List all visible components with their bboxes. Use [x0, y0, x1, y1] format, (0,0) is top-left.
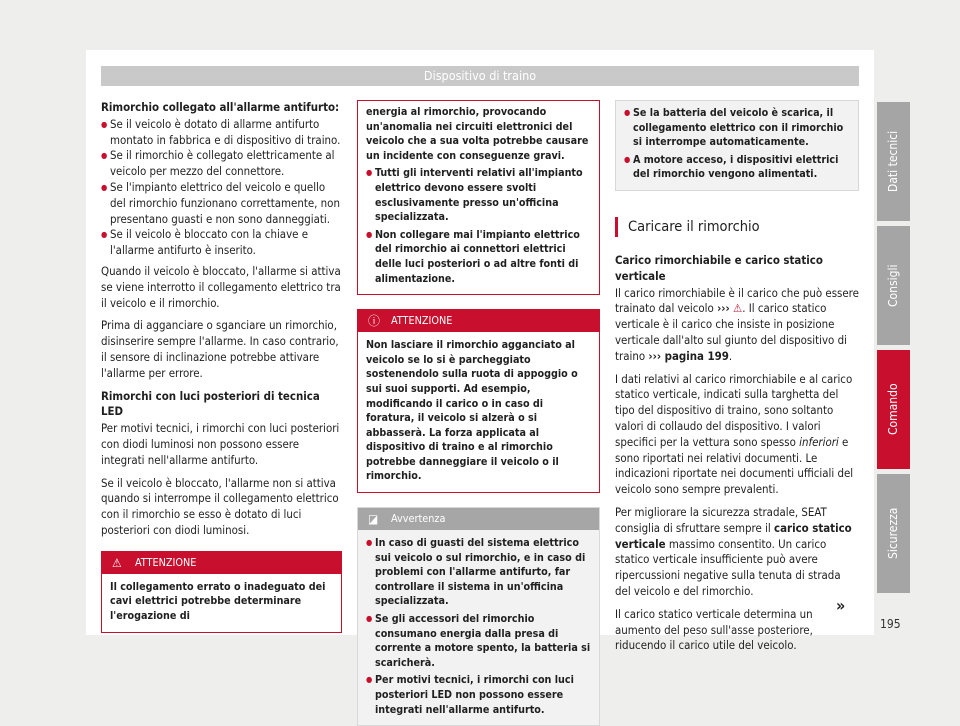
text-run: massimo consentito. Un carico statico verticale insufficiente può avere ripercussioni negative sulla tenuta di strada del veicolo e del rimorchio.	[615, 536, 841, 598]
text-run: Il carico rimorchiabile è il carico che può essere trainato dal veicolo	[615, 285, 859, 316]
warning-triangle-icon: ⚠	[112, 555, 122, 570]
warning-text: energia al rimorchio, provocando un'anomalia nei circuiti elettronici del veicolo che a sua volta potrebbe causare un incidente con conseguenze gravi.	[366, 105, 589, 162]
paragraph: Il carico statico verticale determina un aumento del peso sull'asse posteriore, riducendo il carico utile del veicolo.	[615, 606, 813, 653]
paragraph	[615, 286, 859, 365]
page-number: 195	[880, 617, 901, 631]
heading-antifurto: Rimorchio collegato all'allarme antifurto:	[101, 100, 340, 114]
warning-title: ATTENZIONE	[135, 555, 197, 569]
paragraph	[615, 505, 859, 600]
text-run-italic: inferiori	[799, 434, 839, 449]
list-item: ● In caso di guasti del sistema elettrico sui veicolo o sul rimorchio, e in caso di problemi con l'allarme antifurto, far controllare il sistema in un'officina specializzata.	[366, 536, 591, 609]
text-run: I dati relativi al carico rimorchiabile e al carico statico verticale, indicati sulla targhetta del tipo del dispositivo di traino, sono soltanto valori di collaudo del dispositivo. I valori specifici per la vettura sono spesso	[615, 371, 853, 449]
info-circle-icon: ⓘ	[368, 314, 381, 329]
column-middle	[357, 100, 600, 726]
text-run: Per migliorare la sicurezza stradale, SEAT consiglia di sfruttare sempre il	[615, 504, 827, 535]
page-header: Dispositivo di traino	[101, 66, 859, 86]
paragraph: Se il veicolo è bloccato, l'allarme non si attiva quando si interrompe il collegamento elettrico con il rimorchio se esso è dotato di luci posteriori con diodi luminosi.	[101, 475, 339, 537]
column-right	[615, 100, 859, 661]
list-item: ● Tutti gli interventi relativi all'impianto elettrico devono essere svolti esclusivamente presso un'officina specializzata.	[366, 166, 591, 224]
warning-triangle-icon: ⚠	[733, 301, 743, 316]
list-item: ● Se il rimorchio è collegato elettricamente al veicolo per mezzo del connettore.	[101, 148, 342, 180]
list-item: ● Non collegare mai l'impianto elettrico del rimorchio ai connettori elettrici delle luci posteriori o ad altre fonti di alimentazione.	[366, 228, 591, 286]
list-item: ● Se l'impianto elettrico del veicolo e quello del rimorchio funzionano correttamente, non presentano guasti e non sono danneggiati.	[101, 180, 342, 227]
side-tabs	[877, 102, 910, 598]
tab-consigli[interactable]: Consigli	[877, 226, 910, 345]
warning-content	[358, 101, 599, 294]
list-item: ● Per motivi tecnici, i rimorchi con luci posteriori LED non possono essere integrati nell'allarme antifurto.	[366, 673, 591, 717]
note-content	[616, 101, 858, 190]
heading-led: Rimorchi con luci posteriori di tecnica LED	[101, 388, 320, 419]
note-title-bar	[358, 508, 599, 530]
list-item: ● Se il veicolo è dotato di allarme antifurto montato in fabbrica e di dispositivo di traino.	[101, 117, 342, 149]
text-run: . Il carico statico verticale è il carico che insiste in posizione verticale dall'alto sul giunto del dispositivo di traino	[615, 301, 847, 363]
text-run-bold: carico statico verticale	[615, 520, 852, 551]
column-left	[101, 100, 342, 633]
note-box	[357, 507, 600, 726]
paragraph: Quando il veicolo è bloccato, l'allarme si attiva se viene interrotto il collegamento elettrico tra il veicolo e il rimorchio.	[101, 263, 341, 310]
tab-dati-tecnici[interactable]: Dati tecnici	[877, 102, 910, 221]
note-title: Avvertenza	[391, 512, 446, 526]
paragraph	[615, 372, 859, 498]
warning-box	[101, 551, 342, 633]
text-run: .	[728, 348, 733, 363]
list-item: ● Se gli accessori del rimorchio consumano energia dalla presa di corrente a motore spento, la batteria si scaricherà.	[366, 612, 591, 670]
section-title: Caricare il rimorchio	[615, 217, 859, 237]
cross-reference-link[interactable]: ›››	[717, 301, 730, 316]
warning-title-bar	[102, 552, 341, 574]
paragraph: Prima di agganciare o sganciare un rimorchio, disinserire sempre l'allarme. In caso contrario, il sensore di inclinazione potrebbe attivare l'allarme per errore.	[101, 318, 339, 380]
list-item: ● Se il veicolo è bloccato con la chiave e l'allarme antifurto è inserito.	[101, 227, 342, 259]
paragraph: Per motivi tecnici, i rimorchi con luci posteriori con diodi luminosi non possono essere integrati nell'allarme antifurto.	[101, 421, 340, 467]
tab-sicurezza[interactable]: Sicurezza	[877, 474, 910, 593]
note-content	[358, 530, 599, 725]
list-item: ● Se la batteria del veicolo è scarica, il collegamento elettrico con il rimorchio si interrompe automaticamente.	[624, 106, 850, 150]
note-box-continued	[615, 100, 859, 191]
attention-title: ATTENZIONE	[391, 314, 453, 328]
text-run: e sono riportati nei relativi documenti. Le indicazioni riportate nei documenti ufficiali del veicolo sono sempre prevalenti.	[615, 434, 854, 497]
page-reference-link[interactable]: ››› pagina 199	[648, 348, 729, 363]
heading-carico: Carico rimorchiabile e carico statico verticale	[615, 252, 823, 283]
attention-title-bar	[358, 310, 599, 332]
note-icon: ◪	[368, 512, 379, 527]
continue-arrow-icon: »	[836, 596, 846, 615]
tab-comando[interactable]: Comando	[877, 350, 910, 469]
attention-box	[357, 309, 600, 493]
warning-text: Il collegamento errato o inadeguato dei cavi elettrici potrebbe determinare l'erogazione di	[110, 579, 326, 622]
list-item: ● A motore acceso, i dispositivi elettrici del rimorchio vengono alimentati.	[624, 153, 850, 182]
attention-text: Non lasciare il rimorchio agganciato al veicolo se lo si è parcheggiato sostenendolo sulla ruota di appoggio o sui suoi supporti. Ad esempio, modificando il carico o in caso di foratura, il veicolo si alzerà o si abbasserà. La forza applicata al dispositivo di traino e al rimorchio potrebbe danneggiare il veicolo o il rimorchio.	[366, 338, 578, 483]
warning-box-continued	[357, 100, 600, 295]
